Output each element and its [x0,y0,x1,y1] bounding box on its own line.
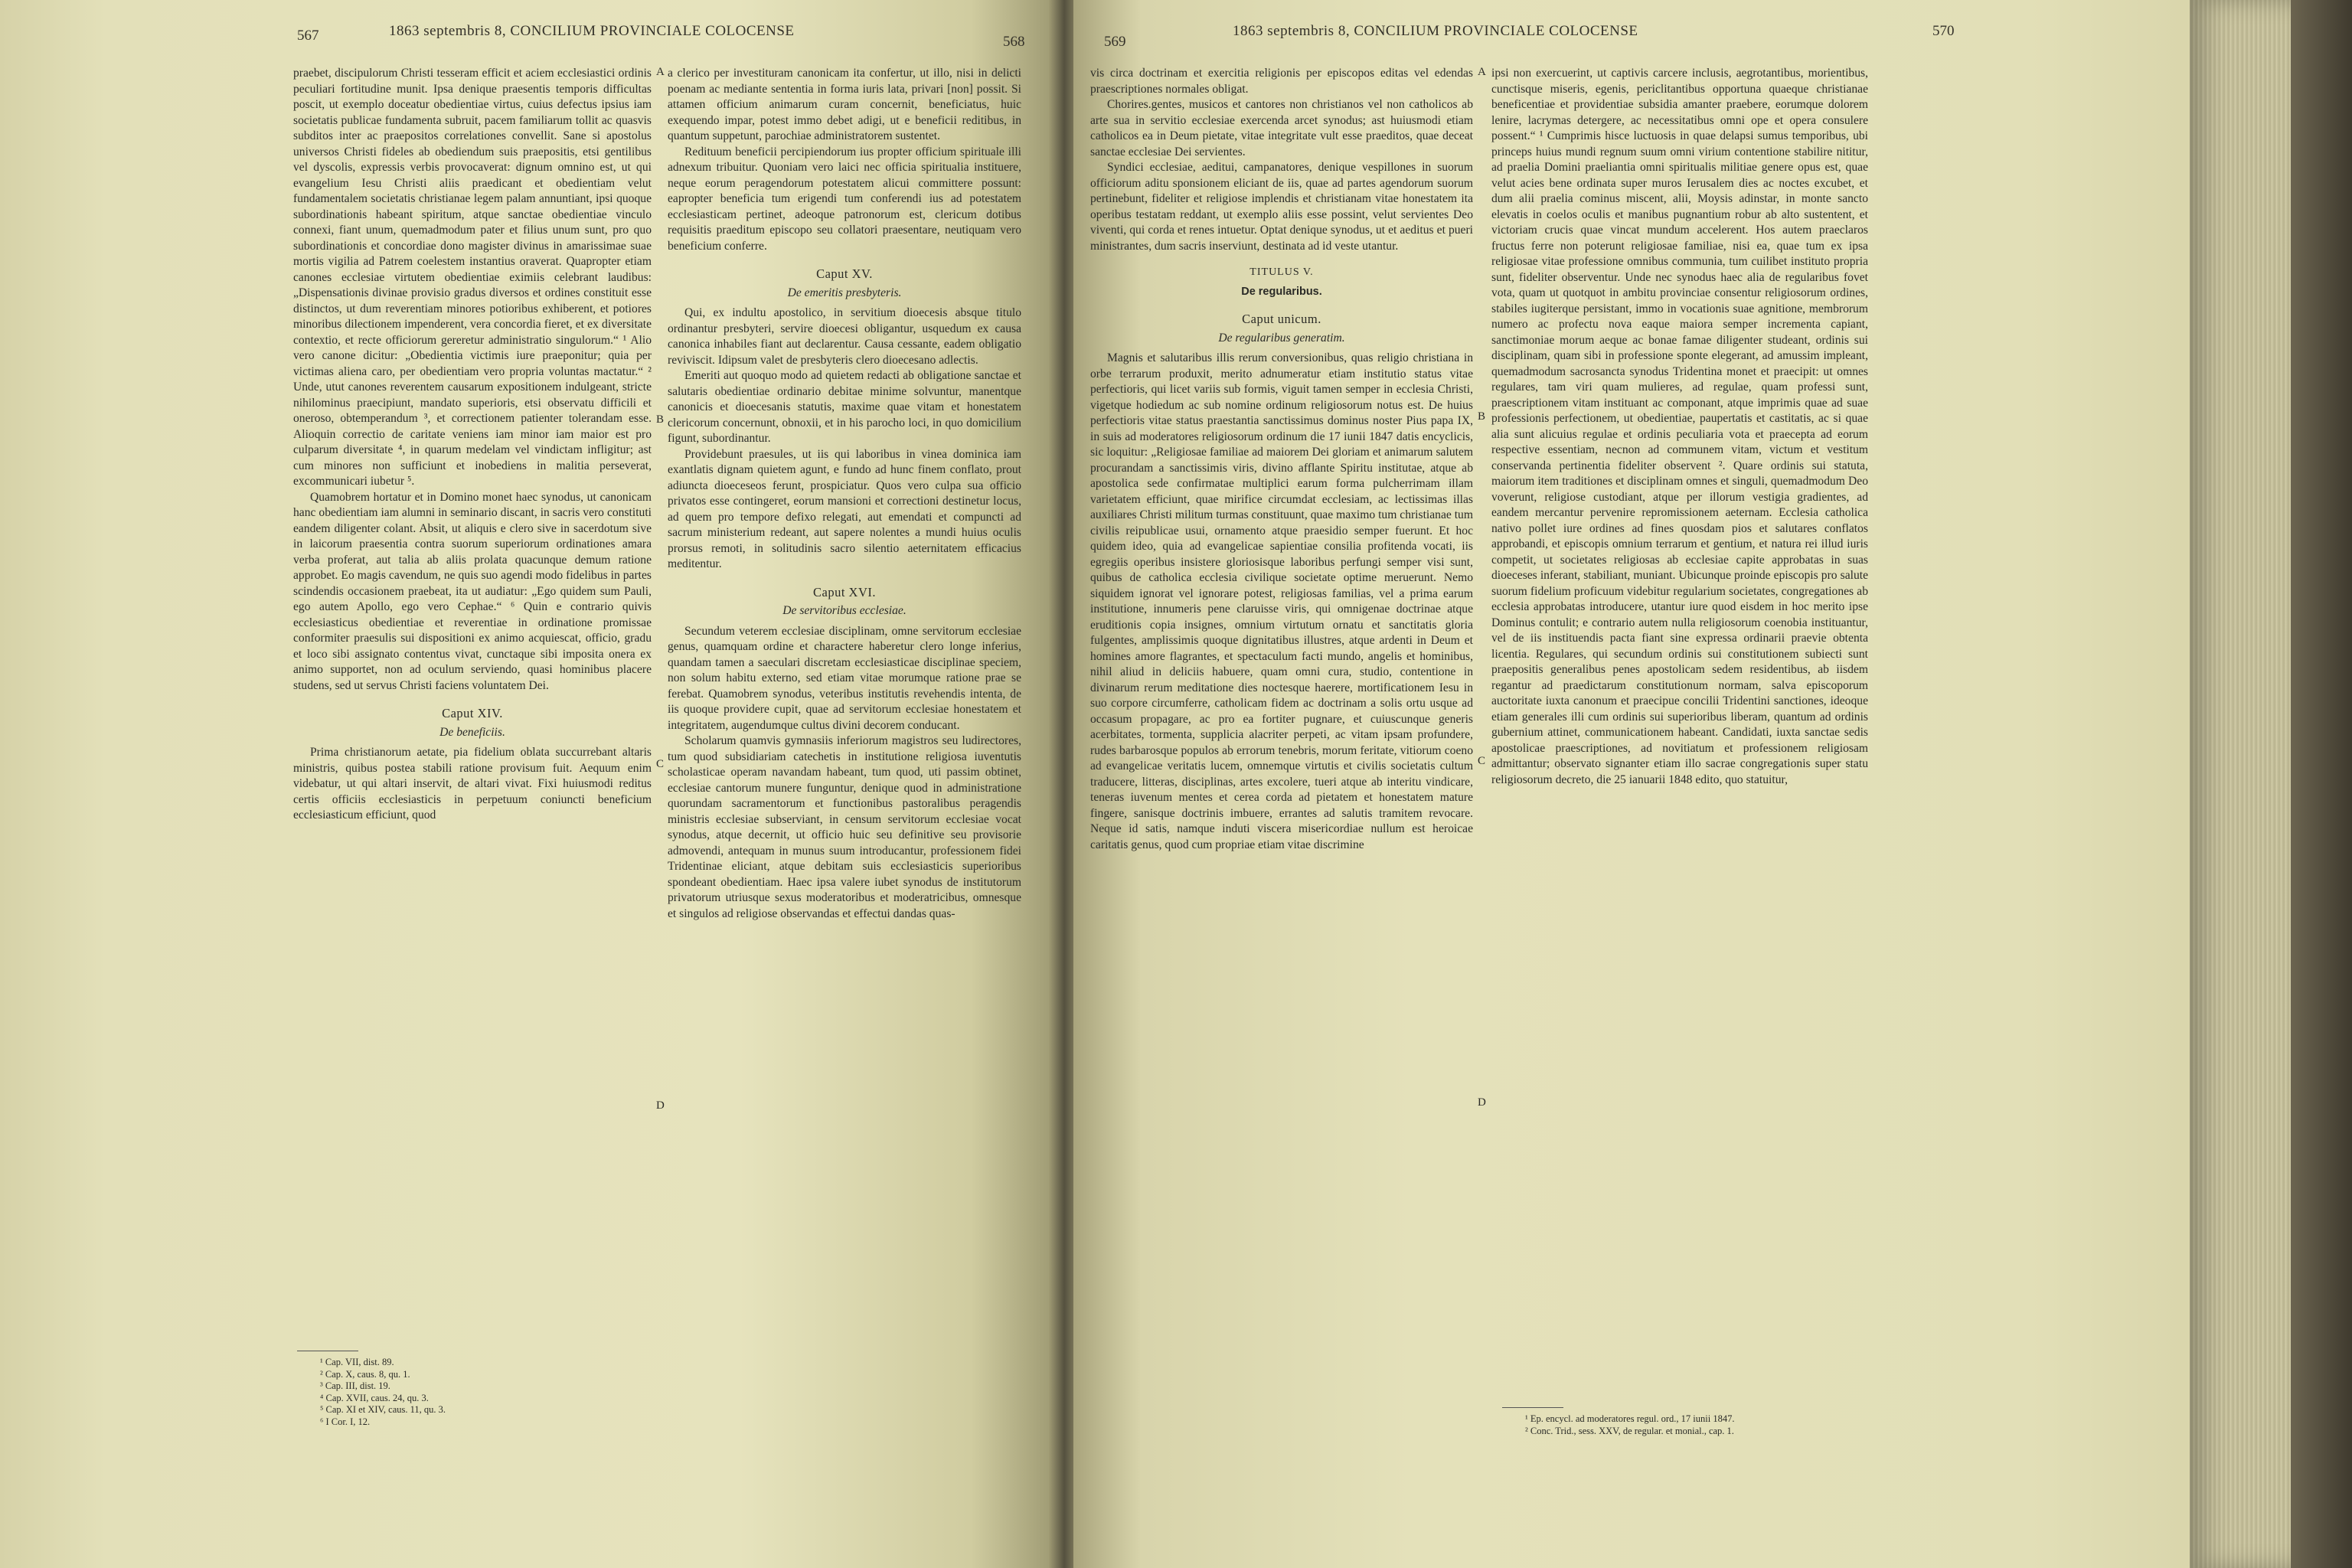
page-number: 567 [297,28,319,44]
margin-marker: C [656,758,665,770]
footnote: ⁶ I Cor. I, 12. [320,1416,371,1427]
page-number: 570 [1932,23,1955,39]
paragraph: Prima christianorum aetate, pia fidelium oblata succurrebant altaris ministris, quibus postea stabili ratione provisum fuit. Aequum enim videbatur, ut qui altari inservit, de altari vivat. Fixi huiusmodi reditus certis officiis ecclesiasticis in perpetuum coniuncti beneficium ecclesiasticum efficiunt, quod [293,746,652,822]
footnote: ⁴ Cap. XVII, caus. 24, qu. 3. [320,1392,429,1403]
paragraph: Scholarum quamvis gymnasiis inferiorum magistros seu ludirectores, tum quod subsidiariam catechetis in institutione religiosa iuventutis scholasticae operam navandam habeant, tum quod, uti passim obtinet, ecclesiae cantorum munere funguntur, denique quod in administratione quorundam sacramentorum et functionibus pastoralibus peragendis ministris ecclesiae subserviant, in censum servitorum ecclesiae vocat synodus, atque decernit, ut officio huic seu definitive seu provisorie admovendi, antequam in munus suum introducantur, professionem fidei Tridentinae eliciant, atque debitam suis ecclesiasticis superioribus spondeant obedientiam. Haec ipsa valere iubet synodus de institutorum privatorum utriusque sexus moderatoribus et moderatricibus, omnesque et singulos ad religiose observandas et effectui dandas quas- [668,734,1021,920]
page-number: 569 [1104,34,1126,50]
paragraph: Chorires.gentes, musicos et cantores non christianos vel non catholicos ab arte sua in servitio ecclesiae exercenda arcet synodus; ast huiusmodi etiam catholicos ea in Deum pietate, vitae integritate vult esse praeditos, quae deceat sanctae ecclesiae Dei servientes. [1090,98,1473,158]
paragraph: vis circa doctrinam et exercitia religionis per episcopos editas vel edendas praescriptiones normales obligat. [1090,67,1473,96]
paragraph: Quamobrem hortatur et in Domino monet haec synodus, ut canonicam hanc obedientiam iam alumni in seminario discant, in sacris vero constituti eandem diligenter colant. Absit, ut aliquis e clero sive in sacerdotum sive in laicorum praesentia contra suorum superiorum ordinationes amara verba proferat, aut talia ab aliis prolata quacunque demum ratione approbet. Eo magis cavendum, ne quis suo agendi modo fidelibus in partes scindendis occasionem praebeat, ita ut audiatur: „Ego quidem sum Pauli, ego autem Apollo, ego vero Cephae.“ ⁶ Quin e contrario quivis ecclesiasticus obedientiae et reverentiae in ordinatione promissae conformiter praesulis sui dispositioni ex animo acquiescat, officio, gradu et loco sibi assignato contentus vivat, cunctaque sibi imposita onera ex animo supportet, non ad oculum serviendo, quasi hominibus placere studens, sed ut servus Christi faciens voluntatem Dei. [293,490,652,692]
paragraph: Qui, ex indultu apostolico, in servitium dioecesis absque titulo ordinantur presbyteri, servire dioecesi obligantur, usquedum ex causa canonica inhabiles fiant aut declarentur. Causa cessante, eadem obligatio reviviscit. Idipsum valet de presbyteris clero dioecesano adlectis. [668,306,1021,367]
chapter-title: De beneficiis. [439,725,505,739]
running-header: 1863 septembris 8, CONCILIUM PROVINCIALE COLOCENSE [1233,23,1638,39]
chapter-heading: Caput XIV. [442,706,503,720]
footnote: ¹ Cap. VII, dist. 89. [320,1357,394,1367]
text-column-2 [668,66,1021,922]
paragraph: a clerico per investituram canonicam ita confertur, ut illo, nisi in delicti poenam ac mediante sententia in forma iuris lata, privari [non] possit. Si attamen officium animarum curam concernit, beneficiatus, huic exequendo impar, potest immo debet adigi, ut e beneficii reditibus, in quantum suppetunt, parochiae administratorem sustentet. [668,67,1021,142]
footnote: ² Cap. X, caus. 8, qu. 1. [320,1368,410,1380]
chapter-heading: Caput unicum. [1242,312,1321,326]
title-subject: De regularibus. [1241,285,1322,298]
chapter-title: De servitoribus ecclesiae. [782,604,906,617]
paragraph: Secundum veterem ecclesiae disciplinam, omne servitorum ecclesiae genus, quamquam ordine et charactere haberetur clero longe inferius, quandam tamen a saeculari discretam ecclesiasticae disciplinae speciem, non solum habitu externo, sed etiam vitae morumque ratione prae se ferebat. Quamobrem synodus, veteribus institutis revehendis intenta, de iis quoque providere cupit, quae ad servitorum ecclesiae honestatem et integritatem, augendumque cultus divini decorem conducant. [668,624,1021,732]
paragraph: Magnis et salutaribus illis rerum conversionibus, quas religio christiana in orbe terrarum produxit, merito adnumeratur etiam institutio status vitae perfectioris, qui licet variis sub formis, viguit tamen semper in ecclesia Christi, vigetque hodiedum ac sub nomine ordinum religiosorum notus est. De huius perfectioris vitae status praestantia sanctissimus dominus noster Pius papa IX, in suis ad moderatores religiosorum ordinum die 17 iunii 1847 datis encyclicis, sic loquitur: „Religiosae familiae ad maiorem Dei gloriam et animarum salutem procurandam a sanctissimis viris, divino afflante Spiritu institutae, atque ab apostolica sede confirmatae multiplici earum forma pulcherrimam illam varietatem efficiunt, quae mirifice circumdat ecclesiam, ac lectissimas illas auxiliares Christi militum turmas constituunt, quae maximo tum christianae tum civilis reipublicae usui, ornamento atque praesidio semper fuerunt. Et hoc quidem ideo, quia ad evangelicae sapientiae consilia profitenda vocati, iis egregiis operibus insistere gloriosisque laboribus perfungi semper visi sunt, quibus de catholica ecclesia civilique societate optime meruerunt. Nemo siquidem ignorat vel ignorare potest, religiosas familias, vel a prima earum institutione, innumeris pene claruisse viris, qui omnigenae doctrinae atque eruditionis copia insignes, omnium virtutum ornatu et sanctitatis gloria fulgentes, amplissimis quoque dignitatibus illustres, atque ardenti in Deum et homines amore flagrantes, et spectaculum facti mundo, angelis et hominibus, nihil aliud in deliciis habuere, quam omni cura, studio, contentione in divinarum rerum meditatione dies noctesque haerere, mortificationem Iesu in suo corpore circumferre, catholicam fidem ac doctrinam a solis ortu usque ad occasum propagare, ac pro ea fortiter pugnare, et cuiuscunque generis acerbitates, tormenta, supplicia alacriter perpeti, ac vitam ipsam profundere, rudes barbarosque populos ab errorum tenebris, morum feritate, vitiorum coeno ad evangelicae veritatis lucem, omnemque virtutis et civilis societatis cultum traducere, litteras, disciplinas, artes excolere, tueri atque ab interitu vindicare, teneras iuvenum mentes et cerea corda ad pietatem et honestatem mature fingere, sanisque doctrinis imbuere, errantes ad salutis tramitem revocare. Neque id satis, namque induti viscera misericordiae nullum est heroicae caritatis genus, quod cum propriae etiam vitae discrimine [1090,351,1473,851]
paragraph: Syndici ecclesiae, aeditui, campanatores, denique vespillones in suorum officiorum aditu sponsionem eliciant de iis, quae ad partes agendorum suorum pertinebunt, fideliter et religiose implendis et christianam vitae honestatem ita operibus testatam reddant, ut exemplo aliis esse possint, velut servientes Deo viventi, qui corda et renes intuetur. Optat denique synodus, ut et aeditus et pueri ministrantes, dum sacris inserviunt, destinata ad id veste utantur. [1090,161,1473,253]
binding-cover [2291,0,2352,1568]
footnote-rule [1502,1407,1563,1408]
footnotes [320,1357,446,1428]
page-number: 568 [1003,34,1025,50]
footnote: ³ Cap. III, dist. 19. [320,1380,390,1391]
margin-marker: D [656,1099,665,1112]
right-page [1073,0,2199,1568]
text-column-1 [293,66,652,824]
page-edges [2190,0,2352,1568]
margin-marker: B [1478,410,1486,423]
paragraph: Emeriti aut quoquo modo ad quietem redacti ab obligatione sanctae et salutaris obedientiae ordinario debitae minime solvuntur, manentque canonicis et dioecesanis statutis, maxime quae vitam et honestatem clericorum concernunt, obnoxii, et in his parocho loci, in quo domicilium figunt, subordinantur. [668,369,1021,445]
chapter-heading: Caput XVI. [813,584,876,599]
text-column-4 [1491,66,1868,788]
footnote: ² Conc. Trid., sess. XXV, de regular. et monial., cap. 1. [1525,1425,1734,1436]
margin-marker: A [1478,66,1486,78]
paragraph: Redituum beneficii percipiendorum ius propter officium spirituale illi adnexum tribuitur. Quoniam vero laici nec officia spiritualia instituere, neque eorum peragendorum potestatem alicui committere possunt: eapropter beneficia tum erigendi tum conferendi ius ad potestatem ecclesiasticam pertinet, adeoque patronorum est, clericum dotibus requisitis praeditum episcopo seu collatori praesentare, neutiquam vero beneficium conferre. [668,145,1021,253]
margin-marker: D [1478,1096,1486,1109]
paragraph: ipsi non exercuerint, ut captivis carcere inclusis, aegrotantibus, morientibus, cunctisque miseris, egenis, periclitantibus opportuna quaeque christianae beneficentiae et providentiae subsidia amanter praebere, eorumque dolorem lenire, lacrymas detergere, ac necessitatibus omni ope et opera consulere possent.“ ¹ Cumprimis hisce luctuosis in quae delapsi sumus temporibus, ubi princeps huius mundi regnum suum omni virium contentione stabilire nititur, ad praelia Domini praeliantia omni spiritualis militiae genere opus est, quae velut acies bene ordinata super muros Ierusalem dies ac noctes excubet, et dum alii praelia cominus miscent, alii, Moysis adinstar, in monte sancto elevatis in coelos oculis et manibus pugnantium robur ab alto sustentent, et victoriam crucis quae vincat mundum accelerent. Hos autem praeclaros fructus ferre non poterunt religiosae familiae, nisi ea, quae tum ex ipsa religiosae vitae professione omnibus communia, tum cuilibet instituto propria sunt, fideliter observentur. Unde nec synodus haec alia de regularibus fovet vota, quam ut quotquot in ambitu provinciae consentur religiosorum ordines, stabiles iugiterque persistant, immo in vocationis suae agnitione, membrorum numero ac profectu nova eaque maiora semper incrementa capiant, sanctimoniae morum aeque ac bonae famae diligenter studeant, ordinis sui disciplinam, quam sibi in professione sponte elegerant, ad amussim impleant, quemadmodum sacrosancta synodus Tridentina monet et praecipit: ut omnes regulares, tam viri quam mulieres, ad regulae, quam professi sunt, praescriptionem vitam instituant ac componant, atque imprimis quae ad suae professionis perfectionem, ut obedientiae, paupertatis et castitatis, ac si quae alia sunt alicuius regulae et ordinis peculiaria vota et praecepta ad eorum respective essentiam, necnon ad communem vitam, victum et vestitum conservanda pertinentia fideliter observent ². Quare ordinis sui statuta, maiorum item traditiones et disciplinam omnes et singuli, quemadmodum Deo voverunt, religiose custodiant, atque per illorum vestigia gradientes, ad eandem mercantur pervenire repromissionem aeternam. Ecclesia catholica nativo pollet iure ordines ad fines quosdam pios et salutares conflatos approbandi, et episcopis omnium terrarum et gentium, et natura rei illud iuris competit, ut societates religiosas ab ecclesiae capite approbatas in suas dioeceses inferant, stabiliant, muniant. Ubicunque proinde episcopis pro salute suorum fidelium proficuum videbitur regularium societates, congregationes ab ecclesia approbatas introducere, utantur iure quod eisdem in hoc merito ipse Dominus contulit; e contrario autem nulla religiosorum coenobia instituantur, vel de iis instituendis pacta fiant sine expressa ordinarii praevie obtenta licentia. Regulares, qui secundum ordinis sui constitutionem subiecti sunt praepositis generalibus penes apostolicam sedem residentibus, ab iisdem regantur ad praedictarum constitutionum normam, salva episcoporum auctoritate iuxta canonum et praecipue concilii Tridentini sanctiones, ideoque etiam generales illi cum ordinis sui superioribus liberam, quantum ad ordinis gubernium attinet, communicationem habeant. Candidati, iuxta sanctae sedis apostolicae praescriptiones, ad novitiatum et professionem religiosam admittantur; observato signanter etiam illo sacrae congregationis super statu religiosorum decreto, die 25 ianuarii 1848 edito, quo statuitur, [1491,67,1868,786]
footnote: ¹ Ep. encycl. ad moderatores regul. ord., 17 iunii 1847. [1525,1413,1735,1424]
chapter-heading: Caput XV. [816,266,873,281]
title-heading: TITULUS V. [1250,266,1314,278]
margin-marker: B [656,413,665,426]
left-page [0,0,1055,1568]
footnote: ⁵ Cap. XI et XIV, caus. 11, qu. 3. [320,1404,446,1415]
margin-marker: C [1478,755,1486,767]
chapter-title: De regularibus generatim. [1218,331,1345,345]
chapter-title: De emeritis presbyteris. [787,286,902,299]
running-header: 1863 septembris 8, CONCILIUM PROVINCIALE COLOCENSE [389,23,795,39]
footnotes [1525,1413,1734,1437]
margin-marker: A [656,66,665,78]
paragraph: Providebunt praesules, ut iis qui laboribus in vinea dominica iam exantlatis dignam quietem agunt, e fundo ad hunc finem conflato, prout adiuncta dioeceseos ferunt, prospiciatur. Quos vero culpa sua officio privatos esse contingeret, eorum mansioni et correctioni destinetur locus, ad quem pro tempore defixo relegati, aut emendati et compuncti ad sacrum ministerium redeant, aut sapere nolentes a mundi huius oculis prorsus remoti, in solitudinis sacro silentio aeternitatem efficacius meditentur. [668,447,1021,570]
paragraph: praebet, discipulorum Christi tesseram efficit et aciem ecclesiastici ordinis peculiari fortitudine munit. Ipsa denique praesentis temporis difficultas poscit, ut exemplo doceatur obedientiae virtus, cuius defectus ipsius iam societatis publicae fundamenta subruit, pacem familiarum tollit ac quasvis subditos inter ac praepositos correlationes convellit. Sane si apostolus universos Christi fideles ab obediendum suis praepositis, etsi gentilibus vel dyscolis, expressis verbis provocaverat: dignum omnino est, ut qui evangelium Iesu Christi aliis praedicant et obedientiam velut fundamentalem societatis christianae legem palam annuntiant, ipsi quoque subordinationis habeant spiritum, atque sanctae obedientiae vinculo connexi, fiant unum, quemadmodum pater et filius unum sunt, pro quo subordinationis et concordiae dono magister divinus in amarissimae suae mortis vigilia ad Patrem coelestem instantius oraverat. Quapropter etiam canones ecclesiae virtutem obedientiae eximiis celebrant laudibus: „Dispensationis divinae provisio gradus diversos et ordines constituit esse distinctos, ut dum reverentiam minores potioribus exhiberent, et potiores minoribus dilectionem impenderent, vera concordia fieret, et ex diversitate contextio, et recte officiorum gereretur administratio singulorum.“ ¹ Alio vero canone dicitur: „Obedientia victimis iure praeponitur; quia per victimas aliena caro, per obedientiam vero propria voluntas mactatur.“ ² Unde, utut canones reverentem causarum expositionem indulgeant, stricte nihilominus praecipiunt, mandato superioris, etsi observatu difficili et oneroso, obtemperandum ³, et correctionem patienter tolerandam esse. Alioquin correctio de caritate veniens iam minor iam maior est pro culparum diversitate ⁴, in quarum medelam vel vindictam infligitur; ast cum minores non sufficiunt et inobediens in malitia perseverat, excommunicari iubetur ⁵. [293,67,652,488]
text-column-3 [1090,66,1473,853]
